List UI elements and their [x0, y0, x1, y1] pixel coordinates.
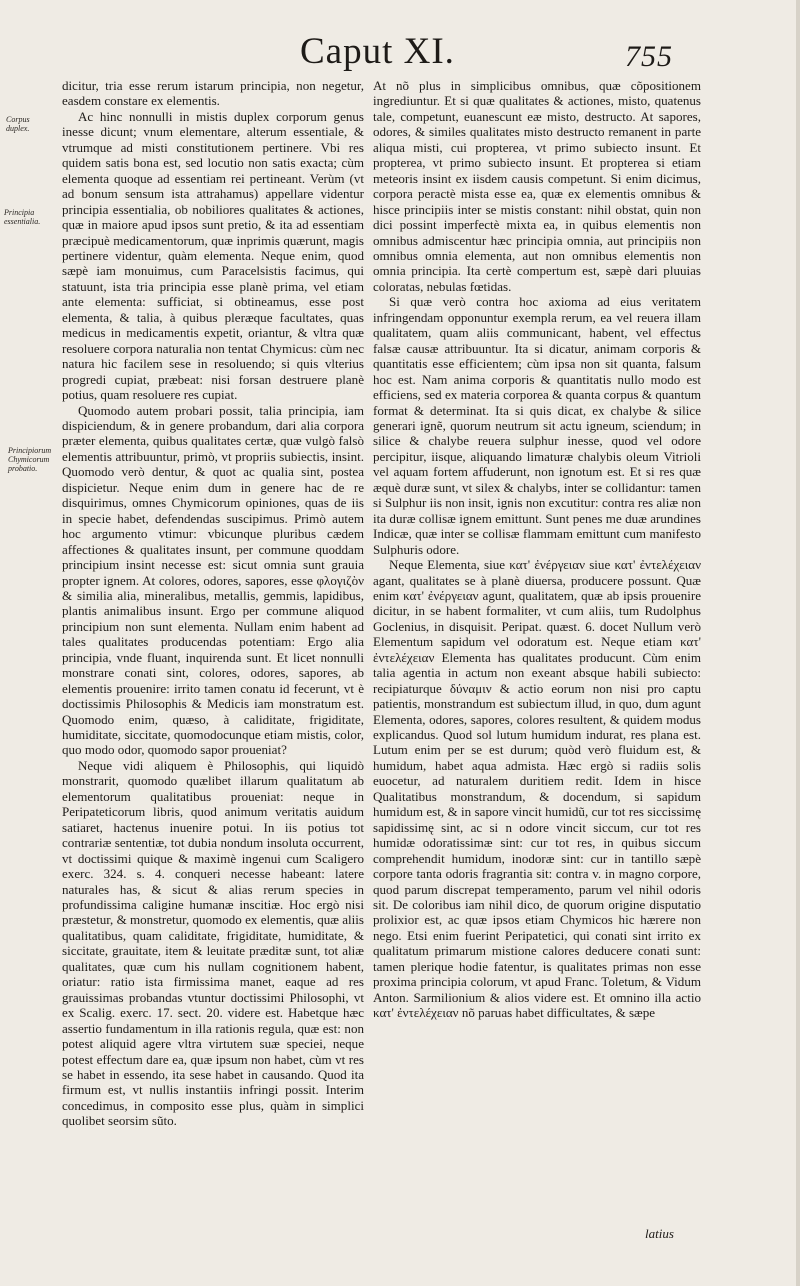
margin-note: Corpus duplex.	[6, 115, 30, 133]
page-header	[0, 30, 800, 80]
page-edge	[796, 0, 800, 1286]
chapter-title: Caput XI.	[300, 31, 455, 72]
paragraph: Ac hinc nonnulli in mistis duplex corporum genus inesse dicunt; vnum elementare, alterum essentiale, & vtrumque ad misti constitutionem pertinere. Vbi res quidem satis bona est, sed locutio non satis exacta; cùm elementa quoque ad essentiam rei pertineant. Verùm (vt ad bonum sensum ista attrahamus) appellare videntur principia essentialia, ob nobiliores qualitates & actiones, quæ in maiore apud ipsos sunt pretio, & ita ad essentiam præcipuè medicamentorum, quæ inprimis quærunt, magis pertinere videntur, quàm elementa. Neque enim, quod sæpè iam monuimus, cum Paracelsistis facimus, qui statuunt, ista tria principia esse planè prima, vel etiam ante elementa: sufficiat, si obtineamus, esse post elementa, & talia, à quibus pleræque facultates, quas medicus in medicamentis expetit, oriantur, & vltra quæ resoluere corpora naturalia non tentat Chymicus: cùm nec natura hic facilem sese in resoluendo; si quis vlterius progredi cupiat, præbeat: nisi forsan destruere planè potius, quam resoluere res cupiat.	[62, 108, 364, 403]
paragraph: At nõ plus in simplicibus omnibus, quæ cõpositionem ingrediuntur. Et si quæ qualitates & actiones, misto, quatenus tale, competunt, euanescunt eæ misto, destructo. At sapores, odores, & similes qualitates misto destructo remanent in parte aliqua misti, cui propterea, vt primo subiecto insunt. Et propterea, vt primo subiecto insunt. Et propterea si etiam meteoris insint ex iisdem causis competunt. Si enim dicimus, corpora peractè mista esse ea, quæ ex elementis omnibus & hisce principiis inter se mistis constant: nihil obstat, quin non dici possint imperfectè mixta ea, in quibus elementis non omnibus admiscentur hæc principia omnia, aut principiis non omnibus omnia elementa, aut non omnibus elementis non omnia principia. Ita certè compertum est, sæpè dari pluuias coloratas, nebulas fœtidas.	[373, 78, 701, 294]
margin-note: Principiorum Chymicorum probatio.	[8, 446, 52, 473]
right-text-column	[373, 78, 701, 1260]
page-number: 755	[625, 40, 673, 73]
catchword: latius	[645, 1226, 674, 1241]
paragraph: dicitur, tria esse rerum istarum principia, non negetur, easdem constare ex elementis.	[62, 78, 364, 109]
margin-note: Principia essentialia.	[4, 208, 41, 226]
paragraph: Neque vidi aliquem è Philosophis, qui liquidò monstrarit, quomodo quælibet illarum qualitatum ab elementorum qualitatibus proueniat: neque in Peripateticorum libris, quod animum veritatis auidum satiaret, hactenus inuenire potui. In iis potius tot contrariæ sententiæ, tot dubia nondum insoluta occurrent, vt doctissimi quique & maximè ingenui cum Scaligero exerc. 324. s. 4. conqueri necesse habeant: latere naturales has, & sicut & alias rerum species in profundissima caligine humanæ inscitiæ. Hoc ergò nisi præstetur, & monstretur, quomodo ex elementis, quæ aliis qualitatibus, quam caliditate, frigiditate, humiditate, & siccitate, grauitate, item & leuitate præditæ sunt, tot aliæ qualitates, quæ cum his nullam cognitionem habent, oriatur: ratio ista firmissima manet, eaque ad res grauissimas probandas vtuntur doctissimi Philosophi, vt ex Scalig. exerc. 17. sect. 20. videre est. Habetque hæc assertio fundamentum in illa rationis regula, quæ est: non potest aliquid agere vltra virtutem suæ speciei, neque potest effectum dare ea, quæ ipsum non habet, cùm vt res se habet in essendo, ita sese habet in causando. Quod ita firmum est, vt nullis instantiis infringi possit. Interim concedimus, in composito esse plus, quàm in simplici quolibet seorsim sũto.	[62, 757, 364, 1129]
left-text-column	[62, 78, 364, 1260]
paragraph: Quomodo autem probari possit, talia principia, iam dispiciendum, & in genere probandum, dari alia corpora præter elementa, quibus qualitates certæ, quæ vulgò falsò elementis attribuuntur, primò, vt propriis subiectis, insint. Quomodo verò dentur, & quot ac qualia sint, postea dispicietur. Neque enim dum in genere hac de re disquirimus, omnes Chymicorum opiniones, quas de iis in specie habet, defendendas suscipimus. Primò autem hoc argumento vtimur: vbicunque pluribus cædem affectiones & qualitates insunt, per commune quoddam principium insint necesse est: sicut omnia sunt grauia propter ignem. At colores, odores, sapores, esse φλογιζὸν & similia alia, mineralibus, metallis, gemmis, lapidibus, plantis animalibus insunt. Ergo per commune aliquod principium non sunt elementa. Nullam enim habent ad tales qualitates producendas potentiam: Ergo alia principia, vnde fluant, inquirenda sunt. Et licet nonnulli monstrare conati sint, colores, odores, sapores, ab elementis prouenire: irrito tamen conatu id fecerunt, vt è doctissimis Philosophis & Medicis iam monstratum est. Quomodo enim, quæso, à caliditate, frigiditate, humiditate, siccitate, quomodocunque etiam mistis, color, quo modo odor, quomodo sapor proueniat?	[62, 402, 364, 758]
paragraph: Neque Elementa, siue κατ' ἐνέργειαν siue κατ' ἐντελέχειαν agant, qualitates se à planè diuersa, producere possunt. Quæ enim κατ' ἐνέργειαν agunt, qualitatem, quæ ab ipsis prouenire dicitur, in se habent formaliter, vt cum aliis, tum Rudolphus Goclenius, in disquisit. Peripat. quæst. 6. docet Nullum verò Elementum sapidum vel odoratum est. Neque etiam κατ' ἐντελέχειαν Elementa has qualitates producunt. Cùm enim talia agentia in actum non exeant absque habili subiecto: recipiaturque δύναμιν & actio eorum non nisi pro captu patientis, monstrandum est subiectum illud, in quo, dum agunt Elementa, odores, sapores, colores resultent, & quidem modus explicandus. Quod sol lutum humidum indurat, res plana est. Lutum enim per se est durum; quòd verò fluidum est, & humidum, habet aqua admista. Hæc ergò si radiis solis euocetur, ad naturalem duritiem redit. Idem in hisce Qualitatibus monstrandum, & docendum, si sapidum humidum est, & in sapore vincit humidũ, cur tot res siccissimę sapidissimę sint, ac si n odore vincit siccum, cur tot res humidæ odoratissimæ sint: cur tot res, in quibus siccum comprehendit humidum, inodoræ sint: cur in tantillo sæpè corpore tanta odoris fragrantia sit: contra v. in magno corpore, quod parum discrepat temperamento, parum vel nihil odoris sit. De coloribus iam nihil dico, de quorum origine disputatio prolixior est, ac quæ ipsos etiam Chymicos hic hærere non nego. Etsi enim fuerint Peripatetici, qui conati sint irrito ex qualitatum primarum mistione calores deducere conati sunt: tamen plerique hodie fatentur, is qualitates primas non esse proxima principia colorum, vt apud Franc. Toletum, & Vidum Anton. Sarmilionium & alios videre est. Et omnino illa actio κατ' ἐντελέχειαν nõ paruas habet difficultates, & sæpe	[373, 557, 701, 1021]
paragraph: Si quæ verò contra hoc axioma ad eius veritatem infringendam opponuntur exempla rerum, ea vel reuera illam qualitatem, quam aliis communicant, habent, vel effectus falsæ causæ attribuuntur. Ita si dicatur, animam corporis & quantitatis esse efficientem; cùm ipsa non sit quanta, falsum hoc est. Nam anima corporis & quantitatis nullo modo est efficiens, sed ex materia corporea & quanta corpus & quantum format & determinat. Ita si quis dicat, ex chalybe & silice generari ignẽ, quorum neutrum sit actu igneum, sciendum; in silice & chalybe reuera sulphur inesse, quod vel odore percipitur, iisque, aliquando limaturæ chalybis oleum Vitrioli vel aquam fortem affuderunt, non ignotum est. Et si res quæ æquè duræ sunt, vt silex & chalybs, inter se collidantur: tamen si Sulphur iis non insit, ignis non excutitur: contra res aliæ non ita duræ collisæ ignem emittunt. Sunt penes me duæ arundines Indicæ, quæ inter se collisæ flammam emittunt cum manifesto Sulphuris odore.	[373, 294, 701, 557]
